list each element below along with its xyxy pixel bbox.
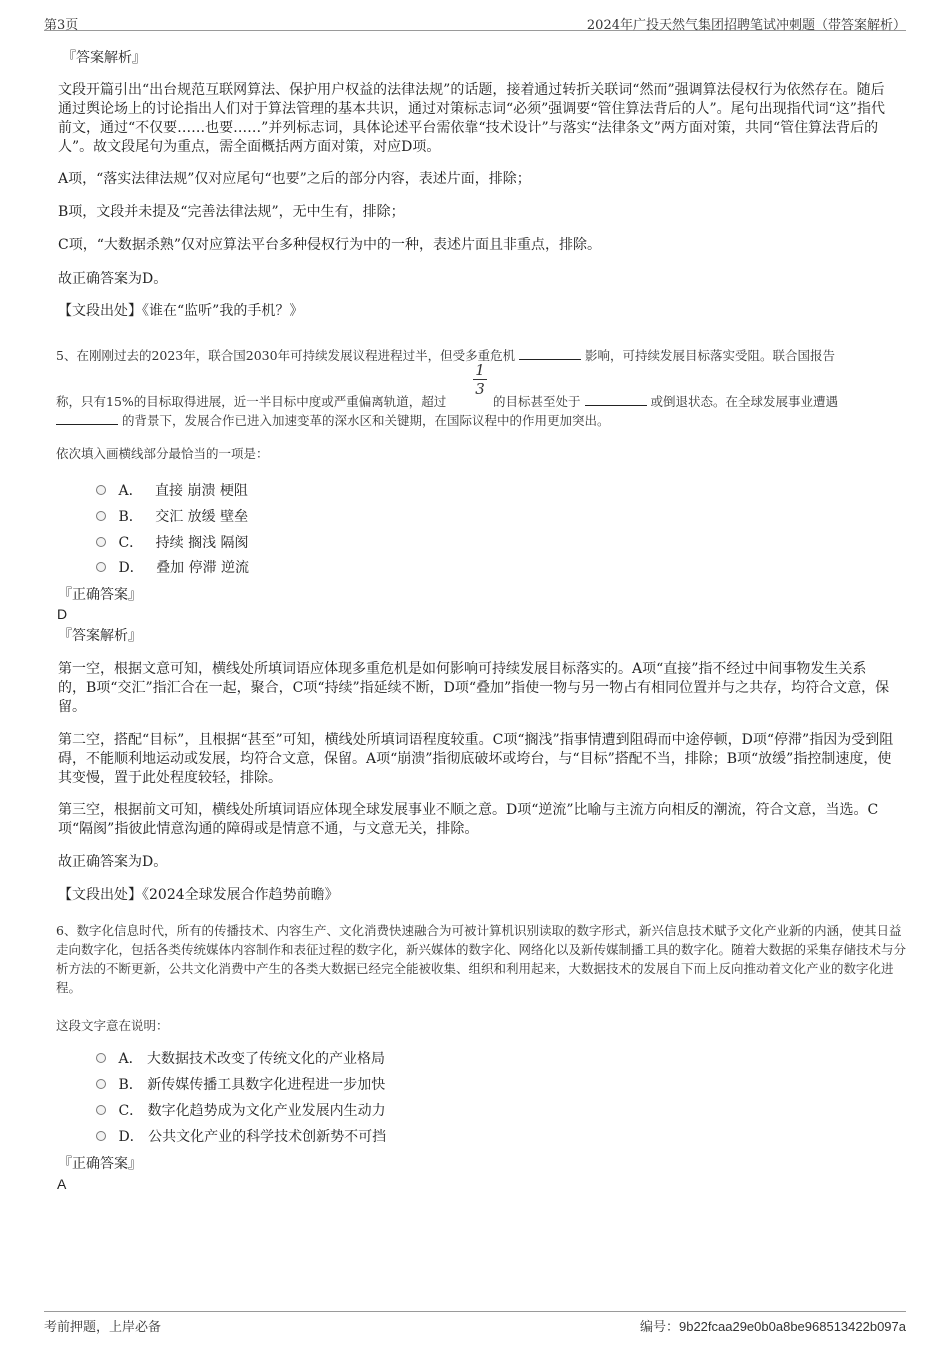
page-header xyxy=(44,8,906,31)
page-number: 第3页 xyxy=(44,18,79,33)
q5-option-d[interactable]: D． 叠加 停滞 逆流 xyxy=(96,558,249,578)
q5-blank-3 xyxy=(56,412,118,425)
q6-answer-label: 『正确答案』 xyxy=(58,1156,142,1172)
q5-option-a[interactable]: A． 直接 崩溃 梗阻 xyxy=(96,481,248,501)
q4-analysis-option-a: A项，“落实法律法规”仅对应尾句“也要”之后的部分内容，表述片面，排除； xyxy=(58,171,531,187)
q5-stem-line2a: 称，只有15%的目标取得进展，近一半目标中度或严重偏离轨道，超过 xyxy=(56,394,447,409)
radio-icon[interactable] xyxy=(96,562,106,572)
q5-analysis-paragraph-3: 第三空，根据前文可知，横线处所填词语应体现全球发展事业不顺之意。D项“逆流”比喻与主流方向相反的潮流，符合文意，当选。C项“隔阂”指彼此情意沟通的障碍或是情意不通，与文意无关，排除。 xyxy=(58,802,879,837)
q5-stem-line3: 的背景下，发展合作已进入加速变革的深水区和关键期，在国际议程中的作用更加突出。 xyxy=(56,411,906,430)
radio-icon[interactable] xyxy=(96,1079,106,1089)
q5-stem-line2b: 的目标甚至处于 或倒退状态。在全球发展事业遭遇 xyxy=(493,394,838,409)
q4-analysis-label: 『答案解析』 xyxy=(62,50,146,66)
q5-blank-1 xyxy=(519,347,581,360)
q5-analysis-paragraph-1: 第一空，根据文意可知，横线处所填词语应体现多重危机是如何影响可持续发展目标落实的。A项“直接”指不经过中间事物发生关系的，B项“交汇”指汇合在一起，聚合，C项“持续”指延续不断，D项“叠加”指使一物与另一物占有相同位置并与之共存，均符合文意，保留。 xyxy=(58,661,890,715)
q5-answer-label: 『正确答案』 xyxy=(58,587,142,603)
radio-icon[interactable] xyxy=(96,511,106,521)
q4-conclusion: 故正确答案为D。 xyxy=(58,271,168,287)
radio-icon[interactable] xyxy=(96,485,106,495)
q6-stem: 6、数字化信息时代，所有的传播技术、内容生产、文化消费快速融合为可被计算机识别读取的数字形式，新兴信息技术赋予文化产业新的内涵，使其日益走向数字化，包括各类传统媒体内容制作和表征过程的数字化，新兴媒体的数字化、网络化以及新传媒制播工具的数字化。随着大数据的采集存储技术与分析方法的不断更新，公共文化消费中产生的各类大数据已经完全能被收集、组织和利用起来，大数据技术的发展自下而上反向推动着文化产业的数字化进程。 xyxy=(56,923,907,995)
q6-answer: A xyxy=(57,1176,67,1192)
footer-slogan: 考前押题，上岸必备 xyxy=(44,1320,162,1335)
q6-option-d[interactable]: D． 公共文化产业的科学技术创新势不可挡 xyxy=(96,1127,386,1147)
q5-fraction xyxy=(470,362,490,397)
q6-option-c[interactable]: C． 数字化趋势成为文化产业发展内生动力 xyxy=(96,1101,386,1121)
q5-conclusion: 故正确答案为D。 xyxy=(58,854,168,870)
q4-analysis-paragraph: 文段开篇引出“出台规范互联网算法、保护用户权益的法律法规”的话题，接着通过转折关联词“然而”强调算法侵权行为依然存在。随后通过舆论场上的讨论指出人们对于算法管理的基本共识，通过对策标志词“必须”强调要“管住算法背后的人”。尾句出现指代词“这”指代前文，通过“不仅要……也要……”并列标志词，具体论述平台需依靠“技术设计”与落实“法律条文”两方面对策，共同“管住算法背后的人”。故文段尾句为重点，需全面概括两方面对策，对应D项。 xyxy=(58,82,885,155)
document-title: 2024年广投天然气集团招聘笔试冲刺题（带答案解析） xyxy=(586,18,906,33)
radio-icon[interactable] xyxy=(96,1105,106,1115)
q6-option-b[interactable]: B． 新传媒传播工具数字化进程进一步加快 xyxy=(96,1075,385,1095)
q6-prompt: 这段文字意在说明： xyxy=(56,1018,169,1033)
q5-blank-2 xyxy=(585,393,647,406)
q5-source: 【文段出处】《2024全球发展合作趋势前瞻》 xyxy=(58,887,339,903)
radio-icon[interactable] xyxy=(96,1131,106,1141)
q5-option-b[interactable]: B． 交汇 放缓 壁垒 xyxy=(96,507,248,527)
q4-source: 【文段出处】《谁在“监听”我的手机？》 xyxy=(58,303,304,319)
q4-analysis-option-c: C项，“大数据杀熟”仅对应算法平台多种侵权行为中的一种，表述片面且非重点，排除。 xyxy=(58,237,602,253)
document-code: 编号：9b22fcaa29e0b0a8be968513422b097a xyxy=(639,1319,906,1335)
q6-option-a[interactable]: A． 大数据技术改变了传统文化的产业格局 xyxy=(96,1049,385,1069)
q5-analysis-label: 『答案解析』 xyxy=(58,628,142,644)
q5-analysis-paragraph-2: 第二空，搭配“目标”，且根据“甚至”可知，横线处所填词语程度较重。C项“搁浅”指事情遭到阻碍而中途停顿，D项“停滞”指因为受到阻碍，不能顺利地运动或发展，均符合文意，保留。A项“崩溃”指彻底破坏或垮台，与“目标”搭配不当，排除；B项“放缓”指控制速度，使其变慢，置于此处程度较轻，排除。 xyxy=(58,732,894,786)
q5-option-c[interactable]: C． 持续 搁浅 隔阂 xyxy=(96,533,249,553)
page-footer xyxy=(44,1311,906,1338)
q5-stem-line1: 5、在刚刚过去的2023年，联合国2030年可持续发展议程进程过半，但受多重危机 影响，可持续发展目标落实受阻。联合国报告 xyxy=(56,348,836,363)
fraction-denominator: 3 xyxy=(475,380,485,398)
radio-icon[interactable] xyxy=(96,537,106,547)
q5-answer: D xyxy=(57,606,68,622)
q5-prompt: 依次填入画横线部分最恰当的一项是： xyxy=(56,446,269,461)
q4-analysis-option-b: B项，文段并未提及“完善法律法规”，无中生有，排除； xyxy=(58,204,405,220)
fraction-numerator: 1 xyxy=(475,361,485,379)
radio-icon[interactable] xyxy=(96,1053,106,1063)
